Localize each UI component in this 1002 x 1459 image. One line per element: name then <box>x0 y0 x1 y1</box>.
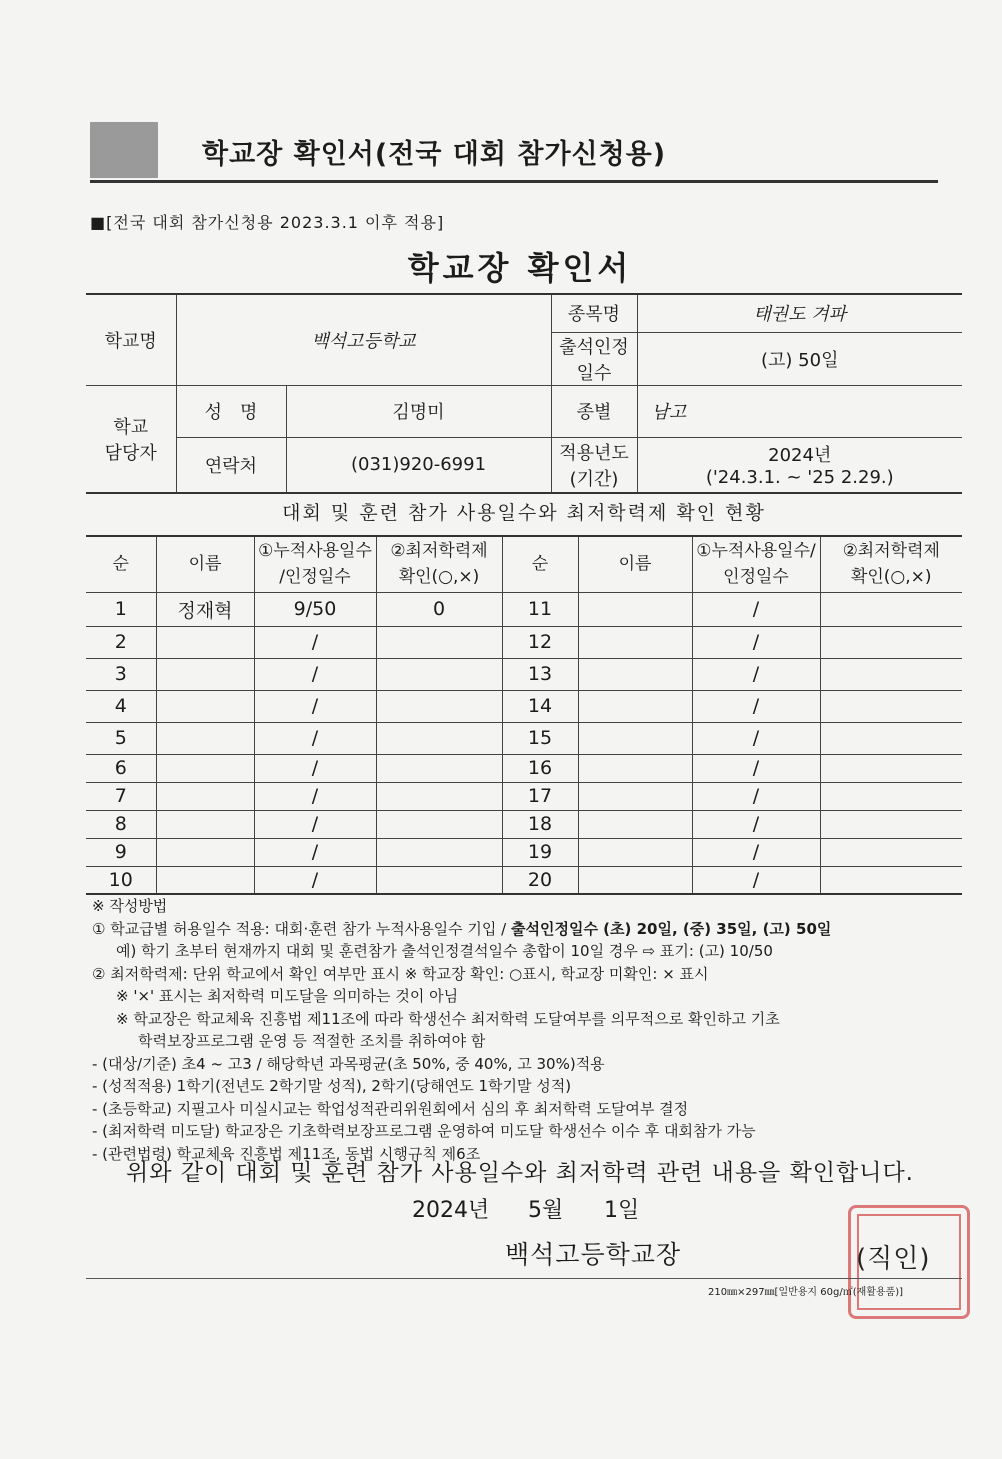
row-days-right: / <box>692 810 820 838</box>
header-days-line1: ①누적사용일수 <box>258 541 372 562</box>
table-row <box>86 754 962 782</box>
gender-value: 남고 <box>637 385 962 437</box>
row-days: / <box>254 866 376 894</box>
row-min-right <box>820 782 962 810</box>
row-name <box>156 658 254 690</box>
date-month: 5월 <box>528 1198 564 1223</box>
row-no: 1 <box>86 592 156 626</box>
row-min-right <box>820 754 962 782</box>
table-header-row <box>86 536 962 592</box>
header-days-line2: /인정일수 <box>279 567 351 588</box>
name-label: 성 명 <box>176 385 286 437</box>
row-no: 9 <box>86 838 156 866</box>
row-min <box>376 810 502 838</box>
row-days: / <box>254 838 376 866</box>
year-label <box>551 437 637 493</box>
row-days-right: / <box>692 658 820 690</box>
row-name-right <box>578 592 692 626</box>
row-days: / <box>254 810 376 838</box>
year-label-line1: 적용년도 <box>559 442 629 464</box>
header-no-right: 순 <box>502 536 578 592</box>
school-value: 백석고등학교 <box>176 294 551 385</box>
row-min-right <box>820 866 962 894</box>
header-title: 학교장 확인서(전국 대회 참가신청용) <box>202 139 667 170</box>
detail-2: - (성적적용) 1학기(전년도 2학기말 성적), 2학기(당해연도 1학기말 성적) <box>92 1077 572 1095</box>
row-no: 6 <box>86 754 156 782</box>
row-days: / <box>254 626 376 658</box>
detail-1: - (대상/기준) 초4 ~ 고3 / 해당학년 과목평균(초 50%, 중 40%, 고 30%)적용 <box>92 1054 605 1073</box>
attend-value: (고) 50일 <box>637 332 962 385</box>
row-name-right <box>578 866 692 894</box>
row-min <box>376 690 502 722</box>
note-4b: 학력보장프로그램 운영 등 적절한 조치를 취하여야 함 <box>138 1032 486 1050</box>
row-no-right: 17 <box>502 782 578 810</box>
row-no: 7 <box>86 782 156 810</box>
row-no-right: 12 <box>502 626 578 658</box>
header-min-line2: 확인(○,×) <box>398 567 480 588</box>
row-days-right: / <box>692 626 820 658</box>
gender-label: 종별 <box>551 385 637 437</box>
manager-label-line2: 담당자 <box>104 442 157 464</box>
header-days-right <box>692 536 820 592</box>
row-days-right: / <box>692 690 820 722</box>
table-row <box>86 626 962 658</box>
row-days-right: / <box>692 592 820 626</box>
row-name <box>156 838 254 866</box>
row-no-right: 19 <box>502 838 578 866</box>
row-days: / <box>254 782 376 810</box>
table-row <box>86 838 962 866</box>
row-name <box>156 626 254 658</box>
note-1c: 예) 학기 초부터 현재까지 대회 및 훈련참가 출석인정결석일수 총합이 10일 경우 ⇨ 표기: (고) 10/50 <box>116 942 773 960</box>
row-name <box>156 722 254 754</box>
table-row <box>86 782 962 810</box>
header-min-right-line1: ②최저학력제 <box>842 541 940 562</box>
year-value <box>637 437 962 493</box>
attend-label <box>551 332 637 385</box>
row-no: 3 <box>86 658 156 690</box>
row-min: 0 <box>376 592 502 626</box>
header-min-right <box>820 536 962 592</box>
row-days-right: / <box>692 866 820 894</box>
school-label: 학교명 <box>86 294 176 385</box>
attend-label-line1: 출석인정 <box>559 336 629 358</box>
row-no-right: 14 <box>502 690 578 722</box>
info-table <box>86 293 962 494</box>
row-name <box>156 754 254 782</box>
header-days-right-line1: ①누적사용일수/ <box>696 541 816 562</box>
row-no-right: 11 <box>502 592 578 626</box>
attend-label-line2: 일수 <box>576 362 612 384</box>
row-name <box>156 690 254 722</box>
header-days-right-line2: 인정일수 <box>723 567 789 588</box>
paper-spec: 210㎜×297㎜[일반용지 60g/㎡(재활용품)] <box>708 1287 904 1298</box>
row-days-right: / <box>692 722 820 754</box>
header-grey-block <box>90 122 158 178</box>
row-min <box>376 658 502 690</box>
event-value: 태권도 겨파 <box>637 294 962 332</box>
manager-label-line1: 학교 <box>113 416 149 438</box>
table-row <box>86 592 962 626</box>
row-days: / <box>254 658 376 690</box>
row-days-right: / <box>692 838 820 866</box>
row-min <box>376 782 502 810</box>
detail-5: - (관련법령) 학교체육 진흥법 제11조, 동법 시행규칙 제6조 <box>92 1144 481 1163</box>
note-3: ※ '×' 표시는 최저학력 미도달을 의미하는 것이 아님 <box>116 987 459 1005</box>
note-4a: ※ 학교장은 학교체육 진흥법 제11조에 따라 학생선수 최저학력 도달여부를 의무적으로 확인하고 기초 <box>116 1009 780 1028</box>
year-value-line1: 2024년 <box>768 445 832 467</box>
header-name: 이름 <box>156 536 254 592</box>
row-min <box>376 838 502 866</box>
row-min <box>376 866 502 894</box>
detail-4: - (최저학력 미도달) 학교장은 기초학력보장프로그램 운영하여 미도달 학생선수 이수 후 대회참가 가능 <box>92 1122 756 1140</box>
row-min <box>376 626 502 658</box>
footer-line <box>86 1278 962 1279</box>
header-min-right-line2: 확인(○,×) <box>850 567 932 588</box>
row-no-right: 18 <box>502 810 578 838</box>
contact-label: 연락처 <box>176 437 286 493</box>
manager-label <box>86 385 176 493</box>
note-2: ② 최저학력제: 단위 학교에서 확인 여부만 표시 ※ 학교장 확인: ○표시, 학교장 미확인: × 표시 <box>92 964 709 983</box>
seal-label: (직인) <box>856 1244 931 1274</box>
header-bar <box>90 122 938 183</box>
row-days-right: / <box>692 754 820 782</box>
row-min-right <box>820 810 962 838</box>
row-name-right <box>578 754 692 782</box>
detail-3: - (초등학교) 지필고사 미실시교는 학업성적관리위원회에서 심의 후 최저학력 도달여부 결정 <box>92 1099 689 1118</box>
note-1 <box>92 918 972 941</box>
row-days: / <box>254 690 376 722</box>
row-min-right <box>820 626 962 658</box>
row-name <box>156 782 254 810</box>
header-no: 순 <box>86 536 156 592</box>
year-value-line2: ('24.3.1. ~ '25 2.29.) <box>705 467 894 489</box>
date-day: 1일 <box>604 1198 640 1223</box>
row-min <box>376 754 502 782</box>
notes <box>92 895 972 1165</box>
table-row <box>86 810 962 838</box>
row-no-right: 20 <box>502 866 578 894</box>
row-no: 4 <box>86 690 156 722</box>
row-name-right <box>578 690 692 722</box>
confirm-statement: 위와 같이 대회 및 훈련 참가 사용일수와 최저학력 관련 내용을 확인합니다. <box>126 1160 914 1186</box>
date-year: 2024년 <box>412 1198 490 1223</box>
header-min-line1: ②최저학력제 <box>390 541 488 562</box>
table-row <box>86 690 962 722</box>
year-label-line2: (기간) <box>569 468 619 490</box>
header-name-right: 이름 <box>578 536 692 592</box>
row-name-right <box>578 782 692 810</box>
row-no: 5 <box>86 722 156 754</box>
note-1b: 출석인정일수 (초) 20일, (중) 35일, (고) 50일 <box>511 919 832 938</box>
table-body <box>86 592 962 894</box>
row-no-right: 13 <box>502 658 578 690</box>
row-name-right <box>578 658 692 690</box>
note-1a: ① 학교급별 허용일수 적용: 대회·훈련 참가 누적사용일수 기입 / <box>92 919 511 938</box>
row-no: 8 <box>86 810 156 838</box>
row-name <box>156 866 254 894</box>
name-value: 김명미 <box>286 385 551 437</box>
row-min-right <box>820 838 962 866</box>
table-row <box>86 722 962 754</box>
row-name-right <box>578 810 692 838</box>
row-days: / <box>254 722 376 754</box>
row-min <box>376 722 502 754</box>
row-min-right <box>820 690 962 722</box>
row-min-right <box>820 658 962 690</box>
row-min-right <box>820 722 962 754</box>
table-row <box>86 658 962 690</box>
row-days: 9/50 <box>254 592 376 626</box>
row-no: 2 <box>86 626 156 658</box>
row-name: 정재혁 <box>156 592 254 626</box>
row-name-right <box>578 838 692 866</box>
header-days <box>254 536 376 592</box>
contact-value: (031)920-6991 <box>286 437 551 493</box>
row-no: 10 <box>86 866 156 894</box>
row-days-right: / <box>692 782 820 810</box>
row-days: / <box>254 754 376 782</box>
principal-name: 백석고등학교장 <box>505 1240 682 1269</box>
header-min <box>376 536 502 592</box>
notes-title: ※ 작성방법 <box>92 897 168 915</box>
row-name-right <box>578 626 692 658</box>
usage-table <box>86 535 962 895</box>
row-no-right: 15 <box>502 722 578 754</box>
row-name <box>156 810 254 838</box>
section-title: 대회 및 훈련 참가 사용일수와 최저학력제 확인 현황 <box>282 502 766 524</box>
row-no-right: 16 <box>502 754 578 782</box>
subnote: ■[전국 대회 참가신청용 2023.3.1 이후 적용] <box>90 213 445 232</box>
row-min-right <box>820 592 962 626</box>
event-label: 종목명 <box>551 294 637 332</box>
table-row <box>86 866 962 894</box>
row-name-right <box>578 722 692 754</box>
main-title: 학교장 확인서 <box>407 249 633 287</box>
